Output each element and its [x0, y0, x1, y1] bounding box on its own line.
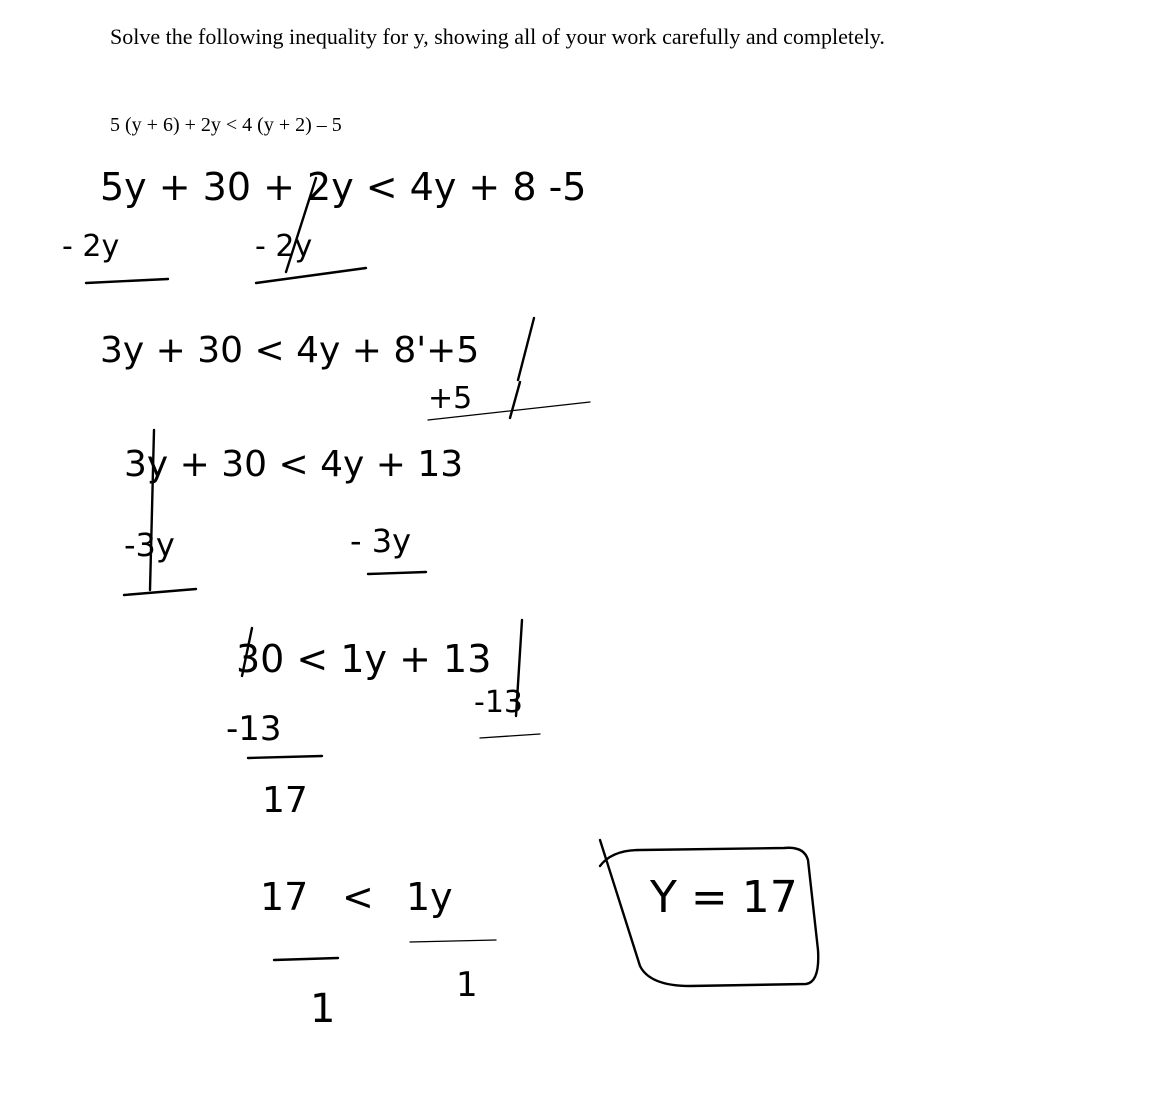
- work-line-4: 30 < 1y + 13: [236, 637, 492, 681]
- denominator-right: 1: [456, 965, 478, 1005]
- fraction-bar-left: [274, 958, 338, 960]
- underline-4-right: [480, 734, 540, 738]
- work-line-1-sub-left: - 2y: [62, 229, 120, 264]
- work-line-3: 3y + 30 < 4y + 13: [124, 444, 464, 485]
- work-line-4-sub-right: -13: [474, 685, 523, 720]
- work-line-2-add: +5: [428, 381, 473, 416]
- work-line-3-sub-left: -3y: [124, 526, 175, 564]
- work-line-2: 3y + 30 < 4y + 8'+5: [100, 330, 480, 371]
- final-answer: Y = 17: [650, 872, 798, 923]
- problem-prompt: Solve the following inequality for y, showing all of your work carefully and completely.: [110, 24, 885, 49]
- underline-1-right: [256, 268, 366, 283]
- work-line-4-sub-left: -13: [226, 709, 282, 749]
- strike-2-5-lower: [510, 382, 520, 418]
- underline-4-left: [248, 756, 322, 758]
- work-line-4-result: 17: [262, 780, 308, 821]
- underline-3-right: [368, 572, 426, 574]
- underline-3-left: [124, 589, 196, 595]
- fraction-bar-right: [410, 940, 496, 942]
- work-line-5-op: <: [342, 875, 374, 919]
- underline-1-left: [86, 279, 168, 283]
- work-line-5-left: 17: [260, 875, 309, 919]
- denominator-left: 1: [310, 986, 336, 1032]
- strike-2-5: [518, 318, 534, 380]
- work-line-1-sub-right: - 2y: [255, 229, 313, 264]
- work-line-5-right: 1y: [406, 875, 453, 919]
- work-line-3-sub-right: - 3y: [350, 522, 412, 560]
- work-line-1: 5y + 30 + 2y < 4y + 8 -5: [100, 165, 587, 209]
- problem-equation: 5 (y + 6) + 2y < 4 (y + 2) – 5: [110, 114, 342, 136]
